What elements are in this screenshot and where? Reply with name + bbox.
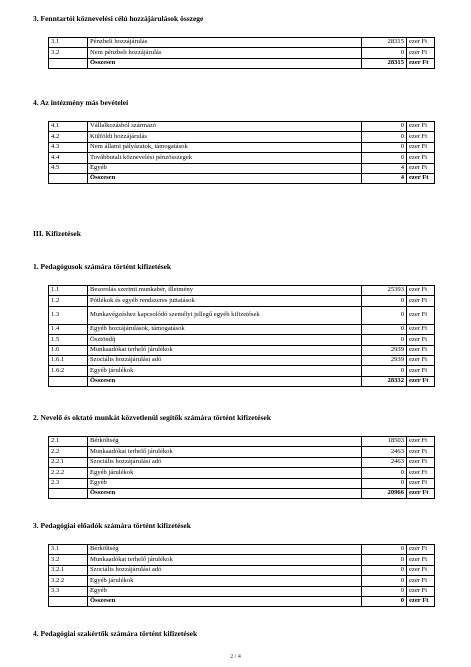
row-value: 20966 [362, 488, 407, 498]
row-value: 25393 [362, 286, 407, 296]
table-pedagogusok [48, 285, 435, 387]
row-unit: ezer Ft [407, 488, 435, 498]
row-unit: ezer Ft [407, 545, 435, 555]
row-label: Szociális hozzájárulási adó [88, 457, 362, 467]
row-value: 28332 [362, 376, 407, 386]
row-value: 0 [362, 545, 407, 555]
row-unit: ezer Ft [407, 132, 435, 142]
row-unit: ezer Ft [407, 565, 435, 575]
row-unit: ezer Ft [407, 355, 435, 365]
row-label: Munkaadókat terhelő járulékok [88, 447, 362, 457]
row-number: 3.3 [49, 586, 88, 596]
row-number: 2.2.2 [49, 468, 88, 478]
row-label: Ösztöndíj [88, 335, 362, 345]
row-value: 0 [362, 153, 407, 163]
row-unit: ezer Ft [407, 437, 435, 447]
row-number: 2.2 [49, 447, 88, 457]
row-label: Összesen [88, 376, 362, 386]
row-number: 4.3 [49, 142, 88, 152]
row-unit: ezer Ft [407, 596, 435, 606]
row-unit: ezer Ft [407, 447, 435, 457]
row-number: 3.2 [49, 48, 88, 58]
row-unit: ezer Ft [407, 586, 435, 596]
row-value: 2463 [362, 457, 407, 467]
section-heading-fenntartoi: 3. Fenntartói köznevelési célú hozzájárulások összege [33, 14, 204, 23]
row-value: 0 [362, 576, 407, 586]
table-row [49, 576, 435, 586]
row-value: 0 [362, 296, 407, 306]
row-value: 2939 [362, 355, 407, 365]
table-row [49, 142, 435, 152]
row-value: 0 [362, 142, 407, 152]
section-heading-eloadok: 3. Pedagógiai előadók számára történt kifizetések [33, 521, 191, 530]
row-label: Pénzbeli hozzájárulás [88, 38, 362, 48]
row-label: Pótlékok és egyéb rendszeres juttatások [88, 296, 362, 306]
table-row [49, 286, 435, 296]
row-value: 0 [362, 132, 407, 142]
row-value: 0 [362, 565, 407, 575]
row-unit: ezer Ft [407, 576, 435, 586]
table-fenntartoi [48, 37, 435, 69]
table-row [49, 153, 435, 163]
row-number [49, 488, 88, 498]
row-unit: ezer Ft [407, 366, 435, 376]
row-value: 28315 [362, 58, 407, 68]
row-number: 3.2.2 [49, 576, 88, 586]
section-heading-kifizetesek: III. Kifizetések [33, 229, 81, 238]
section-heading-pedagogusok: 1. Pedagógusok számára történt kifizetések [33, 262, 172, 271]
row-number: 4.1 [49, 122, 88, 132]
row-unit: ezer Ft [407, 173, 435, 183]
row-label: Összesen [88, 596, 362, 606]
row-value: 2463 [362, 447, 407, 457]
row-number: 2.1 [49, 437, 88, 447]
row-unit: ezer Ft [407, 142, 435, 152]
row-label: Egyéb [88, 163, 362, 173]
total-row [49, 596, 435, 606]
table-row [49, 38, 435, 48]
section-heading-segitok: 2. Nevelő és oktató munkát közvetlenül segítők számára történt kifizetések [33, 413, 271, 422]
row-unit: ezer Ft [407, 376, 435, 386]
row-value: 0 [362, 586, 407, 596]
row-unit: ezer Ft [407, 335, 435, 345]
table-segitok [48, 436, 435, 499]
table-row [49, 457, 435, 467]
row-value: 0 [362, 596, 407, 606]
row-unit: ezer Ft [407, 48, 435, 58]
row-label: Szociális hozzájárulási adó [88, 355, 362, 365]
table-row [49, 345, 435, 355]
row-label: Egyéb [88, 586, 362, 596]
table-row [49, 163, 435, 173]
row-value: 0 [362, 48, 407, 58]
row-number [49, 376, 88, 386]
row-label: Egyéb [88, 478, 362, 488]
row-value: 0 [362, 306, 407, 324]
table-row [49, 437, 435, 447]
table-row [49, 132, 435, 142]
row-number: 2.2.1 [49, 457, 88, 467]
row-label: Besorolás szerinti munkabér, illetmény [88, 286, 362, 296]
row-value: 0 [362, 478, 407, 488]
table-row [49, 48, 435, 58]
row-number [49, 173, 88, 183]
row-number: 1.6.2 [49, 366, 88, 376]
table-row [49, 366, 435, 376]
row-number: 1.2 [49, 296, 88, 306]
row-label: Munkaadókat terhelő járulékok [88, 345, 362, 355]
row-label: Egyéb járulékok [88, 366, 362, 376]
row-number: 1.4 [49, 324, 88, 334]
total-row [49, 173, 435, 183]
table-mas-bevetelek [48, 121, 435, 184]
table-row [49, 324, 435, 334]
total-row [49, 376, 435, 386]
table-row [49, 565, 435, 575]
row-number: 4.5 [49, 163, 88, 173]
row-number: 1.6.1 [49, 355, 88, 365]
row-label: Szociális hozzájárulási adó [88, 565, 362, 575]
row-number [49, 58, 88, 68]
table-row [49, 555, 435, 565]
row-unit: ezer Ft [407, 555, 435, 565]
table-row [49, 586, 435, 596]
row-unit: ezer Ft [407, 38, 435, 48]
row-value: 0 [362, 335, 407, 345]
row-label: Külföldi hozzájárulás [88, 132, 362, 142]
row-value: 0 [362, 366, 407, 376]
row-value: 18503 [362, 437, 407, 447]
table-row [49, 335, 435, 345]
row-unit: ezer Ft [407, 468, 435, 478]
row-label: Munkavégzéshez kapcsolódó személyi jellegű egyéb kifizetések [88, 306, 362, 324]
row-label: Egyéb hozzájárulások, támogatások [88, 324, 362, 334]
row-label: Munkaadókat terhelő járulékok [88, 555, 362, 565]
row-value: 4 [362, 173, 407, 183]
row-value: 28315 [362, 38, 407, 48]
table-row [49, 306, 435, 324]
row-number: 1.6 [49, 345, 88, 355]
row-number: 1.5 [49, 335, 88, 345]
row-number: 2.3 [49, 478, 88, 488]
row-label: Egyéb járulékok [88, 576, 362, 586]
total-row [49, 488, 435, 498]
row-value: 0 [362, 122, 407, 132]
row-label: Bérköltség [88, 545, 362, 555]
row-label: Bérköltség [88, 437, 362, 447]
row-value: 0 [362, 324, 407, 334]
table-eloadok [48, 544, 435, 607]
row-unit: ezer Ft [407, 457, 435, 467]
total-row [49, 58, 435, 68]
row-number: 4.4 [49, 153, 88, 163]
row-label: Összesen [88, 58, 362, 68]
table-row [49, 468, 435, 478]
row-label: Nem állami pályázatok, támogatások [88, 142, 362, 152]
row-value: 0 [362, 468, 407, 478]
row-unit: ezer Ft [407, 478, 435, 488]
row-unit: ezer Ft [407, 58, 435, 68]
row-number: 1.3 [49, 306, 88, 324]
table-row [49, 355, 435, 365]
row-unit: ezer Ft [407, 153, 435, 163]
row-label: Nem pénzbeli hozzájárulás [88, 48, 362, 58]
row-number: 3.2.1 [49, 565, 88, 575]
row-label: Összesen [88, 488, 362, 498]
row-unit: ezer Ft [407, 163, 435, 173]
row-unit: ezer Ft [407, 324, 435, 334]
table-row [49, 122, 435, 132]
row-unit: ezer Ft [407, 296, 435, 306]
row-number: 3.1 [49, 545, 88, 555]
row-label: Vállalkozásból származó [88, 122, 362, 132]
row-value: 4 [362, 163, 407, 173]
row-label: Összesen [88, 173, 362, 183]
table-row [49, 296, 435, 306]
row-number [49, 596, 88, 606]
row-number: 4.2 [49, 132, 88, 142]
row-unit: ezer Ft [407, 345, 435, 355]
row-value: 0 [362, 555, 407, 565]
row-unit: ezer Ft [407, 122, 435, 132]
section-heading-szakertok: 4. Pedagógiai szakértők számára történt kifizetések [33, 629, 198, 638]
row-label: Egyéb járulékok [88, 468, 362, 478]
row-label: Továbbutalt köznevelési pénzösszegek [88, 153, 362, 163]
table-row [49, 545, 435, 555]
row-number: 1.1 [49, 286, 88, 296]
page-number: 2 / 4 [230, 654, 241, 660]
row-unit: ezer Ft [407, 286, 435, 296]
table-row [49, 447, 435, 457]
table-row [49, 478, 435, 488]
row-unit: ezer Ft [407, 306, 435, 324]
row-value: 2939 [362, 345, 407, 355]
row-number: 3.2 [49, 555, 88, 565]
section-heading-mas-bevetelek: 4. Az intézmény más bevételei [33, 98, 129, 107]
row-number: 3.1 [49, 38, 88, 48]
